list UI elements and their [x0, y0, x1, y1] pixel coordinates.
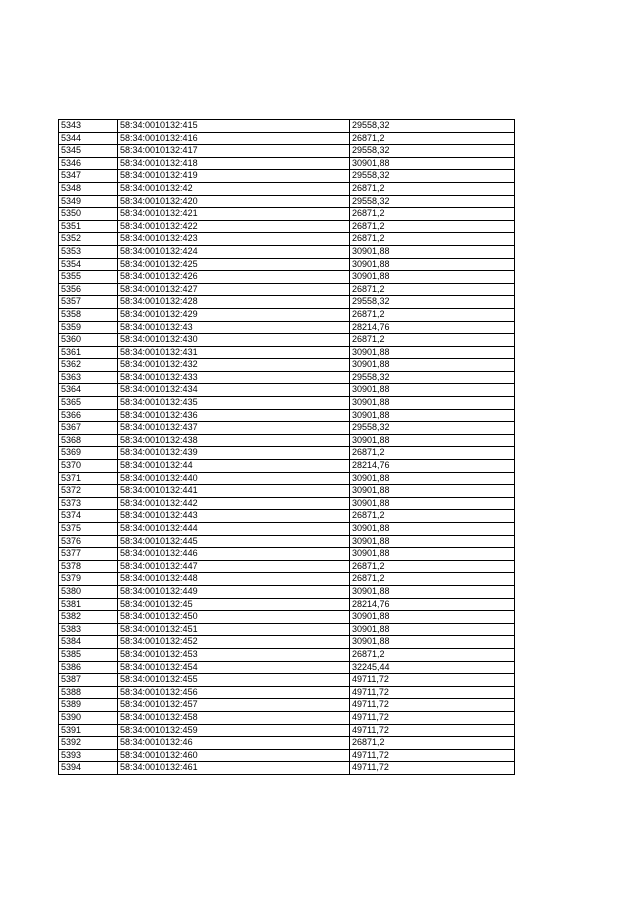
value-cell: 29558,32: [350, 195, 515, 208]
row-number-cell: 5371: [59, 472, 118, 485]
value-cell: 26871,2: [350, 334, 515, 347]
row-number-cell: 5376: [59, 535, 118, 548]
value-cell: 26871,2: [350, 447, 515, 460]
table-row: [59, 220, 515, 233]
table-row: [59, 195, 515, 208]
value-cell: 29558,32: [350, 120, 515, 133]
table-row: [59, 346, 515, 359]
cadastral-number-cell: 58:34:0010132:455: [118, 674, 350, 687]
table-row: [59, 132, 515, 145]
cadastral-number-cell: 58:34:0010132:460: [118, 749, 350, 762]
row-number-cell: 5357: [59, 296, 118, 309]
table-row: [59, 208, 515, 221]
table-row: [59, 120, 515, 133]
row-number-cell: 5374: [59, 510, 118, 523]
value-cell: 30901,88: [350, 472, 515, 485]
row-number-cell: 5349: [59, 195, 118, 208]
row-number-cell: 5390: [59, 711, 118, 724]
cadastral-number-cell: 58:34:0010132:418: [118, 157, 350, 170]
cadastral-number-cell: 58:34:0010132:416: [118, 132, 350, 145]
value-cell: 30901,88: [350, 397, 515, 410]
value-cell: 29558,32: [350, 296, 515, 309]
value-cell: 30901,88: [350, 636, 515, 649]
cadastral-number-cell: 58:34:0010132:420: [118, 195, 350, 208]
table-row: [59, 182, 515, 195]
table-row: [59, 145, 515, 158]
cadastral-number-cell: 58:34:0010132:419: [118, 170, 350, 183]
cadastral-number-cell: 58:34:0010132:440: [118, 472, 350, 485]
value-cell: 49711,72: [350, 724, 515, 737]
value-cell: 28214,76: [350, 598, 515, 611]
cadastral-number-cell: 58:34:0010132:43: [118, 321, 350, 334]
row-number-cell: 5375: [59, 523, 118, 536]
row-number-cell: 5359: [59, 321, 118, 334]
cadastral-number-cell: 58:34:0010132:432: [118, 359, 350, 372]
cadastral-number-cell: 58:34:0010132:427: [118, 283, 350, 296]
value-cell: 30901,88: [350, 497, 515, 510]
value-cell: 28214,76: [350, 321, 515, 334]
row-number-cell: 5358: [59, 308, 118, 321]
cadastral-number-cell: 58:34:0010132:42: [118, 182, 350, 195]
row-number-cell: 5352: [59, 233, 118, 246]
row-number-cell: 5387: [59, 674, 118, 687]
value-cell: 26871,2: [350, 283, 515, 296]
cadastral-number-cell: 58:34:0010132:429: [118, 308, 350, 321]
value-cell: 30901,88: [350, 523, 515, 536]
table-row: [59, 661, 515, 674]
value-cell: 26871,2: [350, 573, 515, 586]
value-cell: 26871,2: [350, 220, 515, 233]
value-cell: 30901,88: [350, 611, 515, 624]
cadastral-number-cell: 58:34:0010132:448: [118, 573, 350, 586]
cadastral-number-cell: 58:34:0010132:445: [118, 535, 350, 548]
value-cell: 29558,32: [350, 170, 515, 183]
value-cell: 30901,88: [350, 548, 515, 561]
value-cell: 30901,88: [350, 157, 515, 170]
table-row: [59, 258, 515, 271]
row-number-cell: 5386: [59, 661, 118, 674]
row-number-cell: 5370: [59, 460, 118, 473]
row-number-cell: 5378: [59, 560, 118, 573]
row-number-cell: 5392: [59, 737, 118, 750]
cadastral-number-cell: 58:34:0010132:442: [118, 497, 350, 510]
table-row: [59, 535, 515, 548]
cadastral-number-cell: 58:34:0010132:452: [118, 636, 350, 649]
table-row: [59, 434, 515, 447]
row-number-cell: 5380: [59, 585, 118, 598]
table-row: [59, 573, 515, 586]
value-cell: 29558,32: [350, 371, 515, 384]
value-cell: 49711,72: [350, 762, 515, 775]
table-row: [59, 371, 515, 384]
cadastral-number-cell: 58:34:0010132:435: [118, 397, 350, 410]
table-row: [59, 447, 515, 460]
cadastral-number-cell: 58:34:0010132:446: [118, 548, 350, 561]
cadastral-number-cell: 58:34:0010132:438: [118, 434, 350, 447]
cadastral-number-cell: 58:34:0010132:431: [118, 346, 350, 359]
table-row: [59, 472, 515, 485]
table-row: [59, 384, 515, 397]
value-cell: 26871,2: [350, 560, 515, 573]
table-row: [59, 648, 515, 661]
cadastral-number-cell: 58:34:0010132:426: [118, 271, 350, 284]
table-row: [59, 674, 515, 687]
data-table: [58, 119, 515, 775]
table-row: [59, 308, 515, 321]
cadastral-number-cell: 58:34:0010132:425: [118, 258, 350, 271]
table-row: [59, 321, 515, 334]
cadastral-number-cell: 58:34:0010132:423: [118, 233, 350, 246]
value-cell: 32245,44: [350, 661, 515, 674]
cadastral-number-cell: 58:34:0010132:457: [118, 699, 350, 712]
table-row: [59, 157, 515, 170]
row-number-cell: 5369: [59, 447, 118, 460]
table-row: [59, 359, 515, 372]
row-number-cell: 5372: [59, 485, 118, 498]
row-number-cell: 5344: [59, 132, 118, 145]
table-row: [59, 233, 515, 246]
row-number-cell: 5353: [59, 245, 118, 258]
cadastral-number-cell: 58:34:0010132:434: [118, 384, 350, 397]
row-number-cell: 5362: [59, 359, 118, 372]
cadastral-number-cell: 58:34:0010132:441: [118, 485, 350, 498]
value-cell: 29558,32: [350, 145, 515, 158]
row-number-cell: 5348: [59, 182, 118, 195]
row-number-cell: 5356: [59, 283, 118, 296]
value-cell: 26871,2: [350, 132, 515, 145]
value-cell: 49711,72: [350, 749, 515, 762]
row-number-cell: 5364: [59, 384, 118, 397]
cadastral-number-cell: 58:34:0010132:458: [118, 711, 350, 724]
table-row: [59, 460, 515, 473]
cadastral-number-cell: 58:34:0010132:422: [118, 220, 350, 233]
row-number-cell: 5393: [59, 749, 118, 762]
row-number-cell: 5394: [59, 762, 118, 775]
cadastral-number-cell: 58:34:0010132:459: [118, 724, 350, 737]
value-cell: 49711,72: [350, 699, 515, 712]
row-number-cell: 5346: [59, 157, 118, 170]
cadastral-number-cell: 58:34:0010132:415: [118, 120, 350, 133]
table-row: [59, 283, 515, 296]
row-number-cell: 5381: [59, 598, 118, 611]
row-number-cell: 5391: [59, 724, 118, 737]
row-number-cell: 5366: [59, 409, 118, 422]
cadastral-number-cell: 58:34:0010132:454: [118, 661, 350, 674]
row-number-cell: 5361: [59, 346, 118, 359]
value-cell: 30901,88: [350, 623, 515, 636]
value-cell: 30901,88: [350, 409, 515, 422]
row-number-cell: 5385: [59, 648, 118, 661]
table-row: [59, 397, 515, 410]
row-number-cell: 5384: [59, 636, 118, 649]
row-number-cell: 5388: [59, 686, 118, 699]
value-cell: 26871,2: [350, 648, 515, 661]
table-row: [59, 623, 515, 636]
cadastral-number-cell: 58:34:0010132:430: [118, 334, 350, 347]
table-row: [59, 686, 515, 699]
cadastral-number-cell: 58:34:0010132:453: [118, 648, 350, 661]
table-row: [59, 523, 515, 536]
table-row: [59, 485, 515, 498]
cadastral-number-cell: 58:34:0010132:447: [118, 560, 350, 573]
cadastral-number-cell: 58:34:0010132:45: [118, 598, 350, 611]
table-row: [59, 409, 515, 422]
row-number-cell: 5365: [59, 397, 118, 410]
row-number-cell: 5343: [59, 120, 118, 133]
cadastral-number-cell: 58:34:0010132:461: [118, 762, 350, 775]
value-cell: 30901,88: [350, 434, 515, 447]
table-row: [59, 585, 515, 598]
cadastral-number-cell: 58:34:0010132:451: [118, 623, 350, 636]
value-cell: 49711,72: [350, 711, 515, 724]
table-row: [59, 737, 515, 750]
row-number-cell: 5351: [59, 220, 118, 233]
value-cell: 49711,72: [350, 686, 515, 699]
row-number-cell: 5360: [59, 334, 118, 347]
table-row: [59, 296, 515, 309]
row-number-cell: 5350: [59, 208, 118, 221]
row-number-cell: 5355: [59, 271, 118, 284]
table-row: [59, 245, 515, 258]
row-number-cell: 5389: [59, 699, 118, 712]
value-cell: 30901,88: [350, 359, 515, 372]
row-number-cell: 5368: [59, 434, 118, 447]
cadastral-number-cell: 58:34:0010132:439: [118, 447, 350, 460]
value-cell: 28214,76: [350, 460, 515, 473]
table-row: [59, 611, 515, 624]
table-body: [59, 120, 515, 775]
table-row: [59, 598, 515, 611]
table-row: [59, 334, 515, 347]
row-number-cell: 5377: [59, 548, 118, 561]
row-number-cell: 5363: [59, 371, 118, 384]
row-number-cell: 5373: [59, 497, 118, 510]
table-row: [59, 749, 515, 762]
row-number-cell: 5382: [59, 611, 118, 624]
value-cell: 30901,88: [350, 585, 515, 598]
value-cell: 30901,88: [350, 535, 515, 548]
value-cell: 30901,88: [350, 245, 515, 258]
cadastral-number-cell: 58:34:0010132:443: [118, 510, 350, 523]
cadastral-number-cell: 58:34:0010132:433: [118, 371, 350, 384]
cadastral-number-cell: 58:34:0010132:417: [118, 145, 350, 158]
table-row: [59, 711, 515, 724]
table-row: [59, 422, 515, 435]
row-number-cell: 5383: [59, 623, 118, 636]
table-row: [59, 699, 515, 712]
value-cell: 49711,72: [350, 674, 515, 687]
cadastral-number-cell: 58:34:0010132:444: [118, 523, 350, 536]
value-cell: 26871,2: [350, 208, 515, 221]
row-number-cell: 5367: [59, 422, 118, 435]
cadastral-number-cell: 58:34:0010132:44: [118, 460, 350, 473]
row-number-cell: 5345: [59, 145, 118, 158]
table-row: [59, 762, 515, 775]
cadastral-number-cell: 58:34:0010132:450: [118, 611, 350, 624]
row-number-cell: 5354: [59, 258, 118, 271]
value-cell: 30901,88: [350, 271, 515, 284]
value-cell: 30901,88: [350, 384, 515, 397]
cadastral-number-cell: 58:34:0010132:449: [118, 585, 350, 598]
table-row: [59, 548, 515, 561]
row-number-cell: 5379: [59, 573, 118, 586]
cadastral-number-cell: 58:34:0010132:436: [118, 409, 350, 422]
value-cell: 26871,2: [350, 308, 515, 321]
table-row: [59, 497, 515, 510]
row-number-cell: 5347: [59, 170, 118, 183]
cadastral-number-cell: 58:34:0010132:428: [118, 296, 350, 309]
value-cell: 29558,32: [350, 422, 515, 435]
cadastral-number-cell: 58:34:0010132:421: [118, 208, 350, 221]
table-row: [59, 170, 515, 183]
table-row: [59, 560, 515, 573]
cadastral-number-cell: 58:34:0010132:46: [118, 737, 350, 750]
value-cell: 26871,2: [350, 510, 515, 523]
value-cell: 26871,2: [350, 182, 515, 195]
table-row: [59, 271, 515, 284]
cadastral-number-cell: 58:34:0010132:437: [118, 422, 350, 435]
table-row: [59, 636, 515, 649]
table-row: [59, 510, 515, 523]
table-row: [59, 724, 515, 737]
value-cell: 30901,88: [350, 346, 515, 359]
cadastral-number-cell: 58:34:0010132:424: [118, 245, 350, 258]
value-cell: 26871,2: [350, 737, 515, 750]
value-cell: 26871,2: [350, 233, 515, 246]
cadastral-number-cell: 58:34:0010132:456: [118, 686, 350, 699]
value-cell: 30901,88: [350, 258, 515, 271]
value-cell: 30901,88: [350, 485, 515, 498]
